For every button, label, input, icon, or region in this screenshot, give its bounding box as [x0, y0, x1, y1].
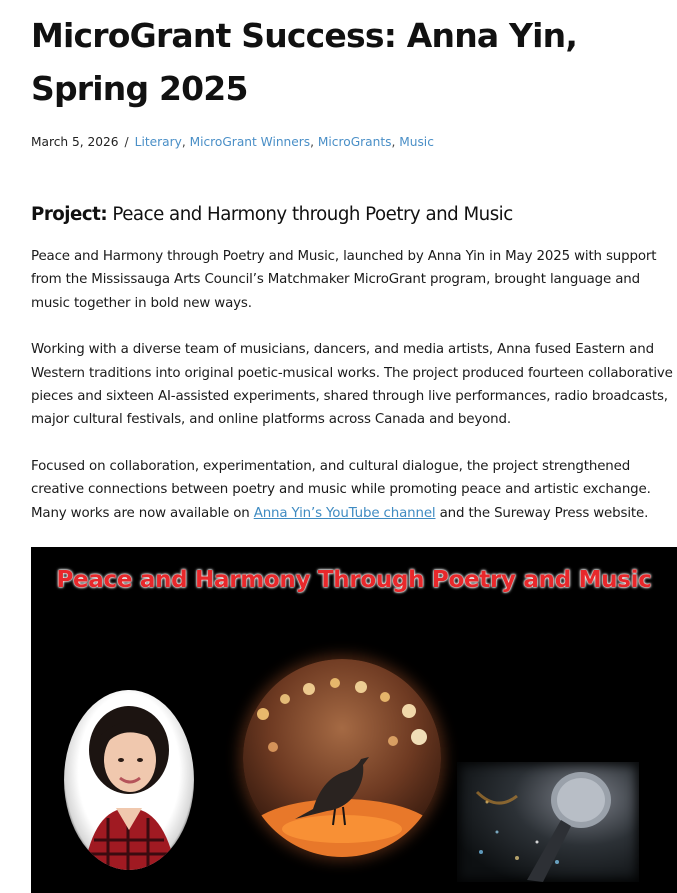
- portrait-illustration: [64, 690, 194, 870]
- artist-portrait-image: [64, 690, 194, 870]
- paragraph-availability-text: Focused on collaboration, experimentation, and cultural dialogue, the project strengthened creative connections between poetry and music while promoting peace and artistic exchange. Many works are now available on: [31, 459, 651, 521]
- youtube-channel-link[interactable]: Anna Yin’s YouTube channel: [253, 505, 436, 521]
- category-link-microgrant-winners[interactable]: MicroGrant Winners: [189, 135, 311, 149]
- project-heading-label: Project:: [31, 204, 108, 225]
- category-link-literary[interactable]: Literary: [134, 135, 182, 149]
- paragraph-intro: Peace and Harmony through Poetry and Music, launched by Anna Yin in May 2025 with support from the Mississauga Arts Council’s Matchmaker MicroGrant program, brought language and music together in bold new ways.: [31, 249, 657, 311]
- meta-separator: /: [124, 135, 129, 149]
- category-link-music[interactable]: Music: [399, 135, 434, 149]
- category-comma: ,: [310, 135, 318, 149]
- paragraph-collaboration: Working with a diverse team of musicians, dancers, and media artists, Anna fused Eastern and Western traditions into original poetic-musical works. The project produced fourteen collaborative pieces and sixteen AI-assisted experiments, shared through live performances, radio broadcasts, major cultural festivals, and online platforms across Canada and beyond.: [31, 342, 673, 428]
- paragraph-availability: [31, 455, 676, 525]
- bird-on-stage-image: [243, 659, 441, 857]
- microphone-image: [457, 762, 639, 882]
- category-comma: ,: [391, 135, 400, 149]
- banner-title: Peace and Harmony Through Poetry and Music: [56, 567, 652, 593]
- microphone-illustration: [457, 762, 639, 882]
- project-heading-title: Peace and Harmony through Poetry and Music: [112, 204, 513, 225]
- paragraph-availability-tail: and the Sureway Press website.: [435, 505, 649, 521]
- post-meta: [31, 132, 677, 152]
- project-banner-image: [31, 547, 677, 893]
- post-title: MicroGrant Success: Anna Yin, Spring 2025: [31, 16, 578, 108]
- post-date: March 5, 2026: [31, 135, 119, 149]
- category-comma: ,: [181, 135, 190, 149]
- category-link-microgrants[interactable]: MicroGrants: [317, 135, 392, 149]
- bird-illustration: [243, 659, 441, 857]
- project-heading: [31, 202, 677, 228]
